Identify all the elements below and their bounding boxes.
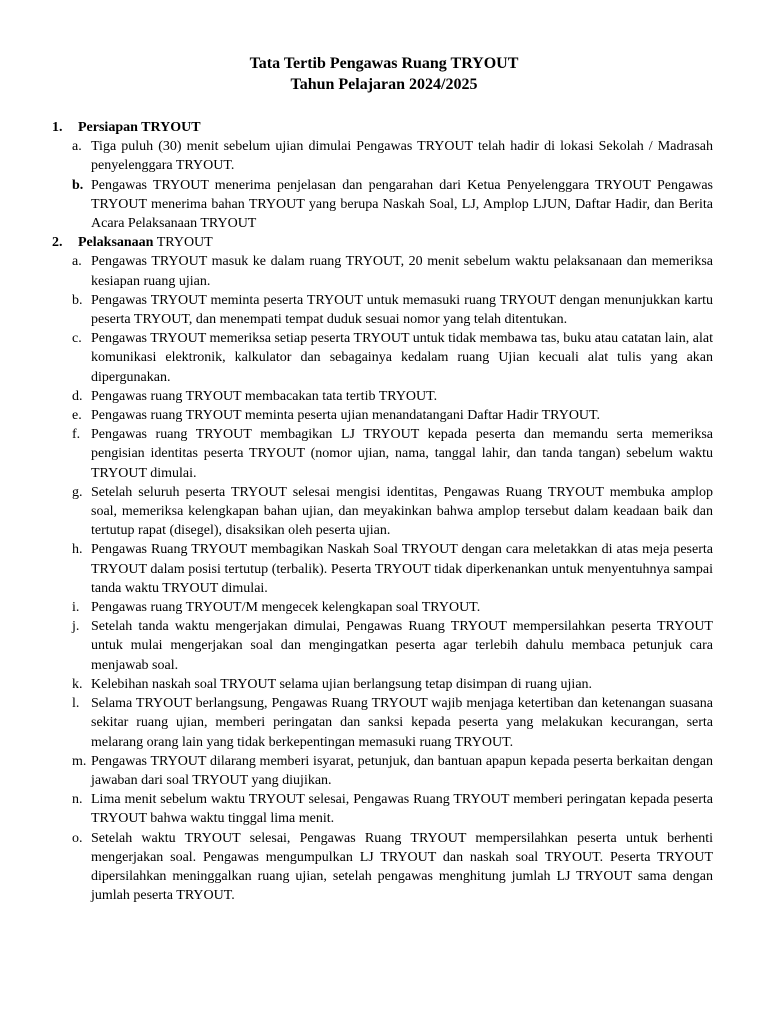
list-item <box>52 790 714 828</box>
list-item <box>52 137 714 175</box>
list-item <box>52 540 714 598</box>
list-item-marker: g. <box>72 484 83 500</box>
list-item-text: Setelah waktu TRYOUT selesai, Pengawas Ruang TRYOUT mempersilahkan peserta untuk berhenti mengerjakan soal. Pengawas mengumpulkan LJ TRYOUT dan naskah soal TRYOUT. Peserta TRYOUT dipersilahkan meninggalkan ruang ujian, setelah pengawas menghitung jumlah LJ TRYOUT sama dengan jumlah peserta TRYOUT. <box>91 830 713 904</box>
list-item-marker: d. <box>72 388 83 404</box>
title-block <box>0 53 768 95</box>
list-item <box>52 406 714 425</box>
document-title: Tata Tertib Pengawas Ruang TRYOUT <box>249 55 519 72</box>
section-title <box>78 118 201 137</box>
list-item <box>52 387 714 406</box>
section-number: 1. <box>52 120 63 135</box>
list-item-marker: b. <box>72 177 84 193</box>
list-item-text: Setelah tanda waktu mengerjakan dimulai, Pengawas Ruang TRYOUT mempersilahkan peserta TRYOUT untuk mulai mengerjakan soal dan mengingatkan peserta agar terlebih dahulu membaca petunjuk cara menjawab soal. <box>91 619 713 673</box>
list-item-text: Pengawas TRYOUT dilarang memberi isyarat, petunjuk, dan bantuan apapun kepada peserta berkaitan dengan jawaban dari soal TRYOUT yang diujikan. <box>91 753 713 788</box>
list-item-text: Pengawas ruang TRYOUT membagikan LJ TRYOUT kepada peserta dan memandu serta memeriksa pengisian identitas peserta TRYOUT (nomor ujian, nama, tanggal lahir, dan tanda tangan) sebelum waktu TRYOUT dimulai. <box>91 427 713 481</box>
list-item-marker: a. <box>72 254 82 270</box>
section-item-list <box>52 252 714 905</box>
section-heading <box>52 233 714 252</box>
list-item-marker: b. <box>72 292 83 308</box>
list-item-marker: f. <box>72 427 81 443</box>
list-item-marker: j. <box>72 619 80 635</box>
list-item-text: Pengawas Ruang TRYOUT membagikan Naskah Soal TRYOUT dengan cara meletakkan di atas meja peserta TRYOUT dalam posisi tertutup (terbalik). Peserta TRYOUT tidak diperkenankan untuk menyentuhnya sampai tanda waktu TRYOUT dimulai. <box>91 542 713 596</box>
list-item-marker: m. <box>72 753 87 769</box>
list-item-marker: c. <box>72 331 82 347</box>
list-item <box>52 176 714 234</box>
list-item-text: Pengawas TRYOUT masuk ke dalam ruang TRYOUT, 20 menit sebelum waktu pelaksanaan dan memeriksa kesiapan ruang ujian. <box>91 254 713 289</box>
list-item <box>52 752 714 790</box>
list-item <box>52 617 714 675</box>
list-item <box>52 675 714 694</box>
list-item <box>52 829 714 906</box>
list-item-text: Pengawas TRYOUT memeriksa setiap peserta TRYOUT untuk tidak membawa tas, buku atau catatan lain, alat komunikasi elektronik, kalkulator dan sebagainya kedalam ruang Ujian kecuali alat tulis yang akan dipergunakan. <box>91 331 713 385</box>
list-item-text: Kelebihan naskah soal TRYOUT selama ujian berlangsung tetap disimpan di ruang ujian. <box>91 676 593 692</box>
list-item-marker: o. <box>72 830 83 846</box>
list-item <box>52 694 714 752</box>
document-subtitle: Tahun Pelajaran 2024/2025 <box>290 76 478 93</box>
section-title <box>78 233 213 252</box>
list-item-marker: a. <box>72 139 82 155</box>
list-item-marker: k. <box>72 676 83 692</box>
list-item-marker: l. <box>72 696 80 712</box>
list-item-text: Pengawas TRYOUT menerima penjelasan dan pengarahan dari Ketua Penyelenggara TRYOUT Pengawas TRYOUT menerima bahan TRYOUT yang berupa Naskah Soal, LJ, Amplop LJUN, Daftar Hadir, dan Berita Acara Pelaksanaan TRYOUT <box>91 177 713 232</box>
list-item <box>52 598 714 617</box>
document-body <box>52 118 714 905</box>
section-title-rest: TRYOUT <box>153 235 213 251</box>
list-item-text: Lima menit sebelum waktu TRYOUT selesai, Pengawas Ruang TRYOUT memberi peringatan kepada peserta TRYOUT bahwa waktu tinggal lima menit. <box>91 792 713 827</box>
list-item-marker: h. <box>72 542 83 558</box>
list-item <box>52 252 714 290</box>
list-item-text: Pengawas ruang TRYOUT meminta peserta ujian menandatangani Daftar Hadir TRYOUT. <box>91 408 601 424</box>
list-item-marker: n. <box>72 792 83 808</box>
section-heading <box>52 118 714 137</box>
list-item <box>52 483 714 541</box>
list-item-marker: i. <box>72 600 80 616</box>
list-item-text: Pengawas ruang TRYOUT membacakan tata tertib TRYOUT. <box>91 388 438 404</box>
list-item <box>52 329 714 387</box>
list-item-text: Pengawas ruang TRYOUT/M mengecek kelengkapan soal TRYOUT. <box>91 600 481 616</box>
list-item-marker: e. <box>72 408 82 424</box>
list-item <box>52 425 714 483</box>
section-title-bold: Pelaksanaan <box>78 235 154 251</box>
section-title-bold: Persiapan TRYOUT <box>78 120 201 135</box>
list-item-text: Tiga puluh (30) menit sebelum ujian dimulai Pengawas TRYOUT telah hadir di lokasi Sekolah / Madrasah penyelenggara TRYOUT. <box>91 139 713 174</box>
list-item-text: Setelah seluruh peserta TRYOUT selesai mengisi identitas, Pengawas Ruang TRYOUT membuka amplop soal, memeriksa kelengkapan bahan ujian, dan meyakinkan bahwa amplop tersebut dalam keadaan baik dan tertutup rapat (disegel), disaksikan oleh peserta ujian. <box>91 484 713 539</box>
list-item-text: Selama TRYOUT berlangsung, Pengawas Ruang TRYOUT wajib menjaga ketertiban dan ketenangan suasana sekitar ruang ujian, memberi peringatan dan sanksi kepada peserta yang melakukan kecurangan, serta melarang orang lain yang tidak berkepentingan memasuki ruang TRYOUT. <box>91 696 713 750</box>
list-item <box>52 291 714 329</box>
section-number: 2. <box>52 235 63 251</box>
list-item-text: Pengawas TRYOUT meminta peserta TRYOUT untuk memasuki ruang TRYOUT dengan menunjukkan kartu peserta TRYOUT, dan menempati tempat duduk sesuai nomor yang telah ditentukan. <box>91 292 713 328</box>
section-item-list <box>52 137 714 233</box>
